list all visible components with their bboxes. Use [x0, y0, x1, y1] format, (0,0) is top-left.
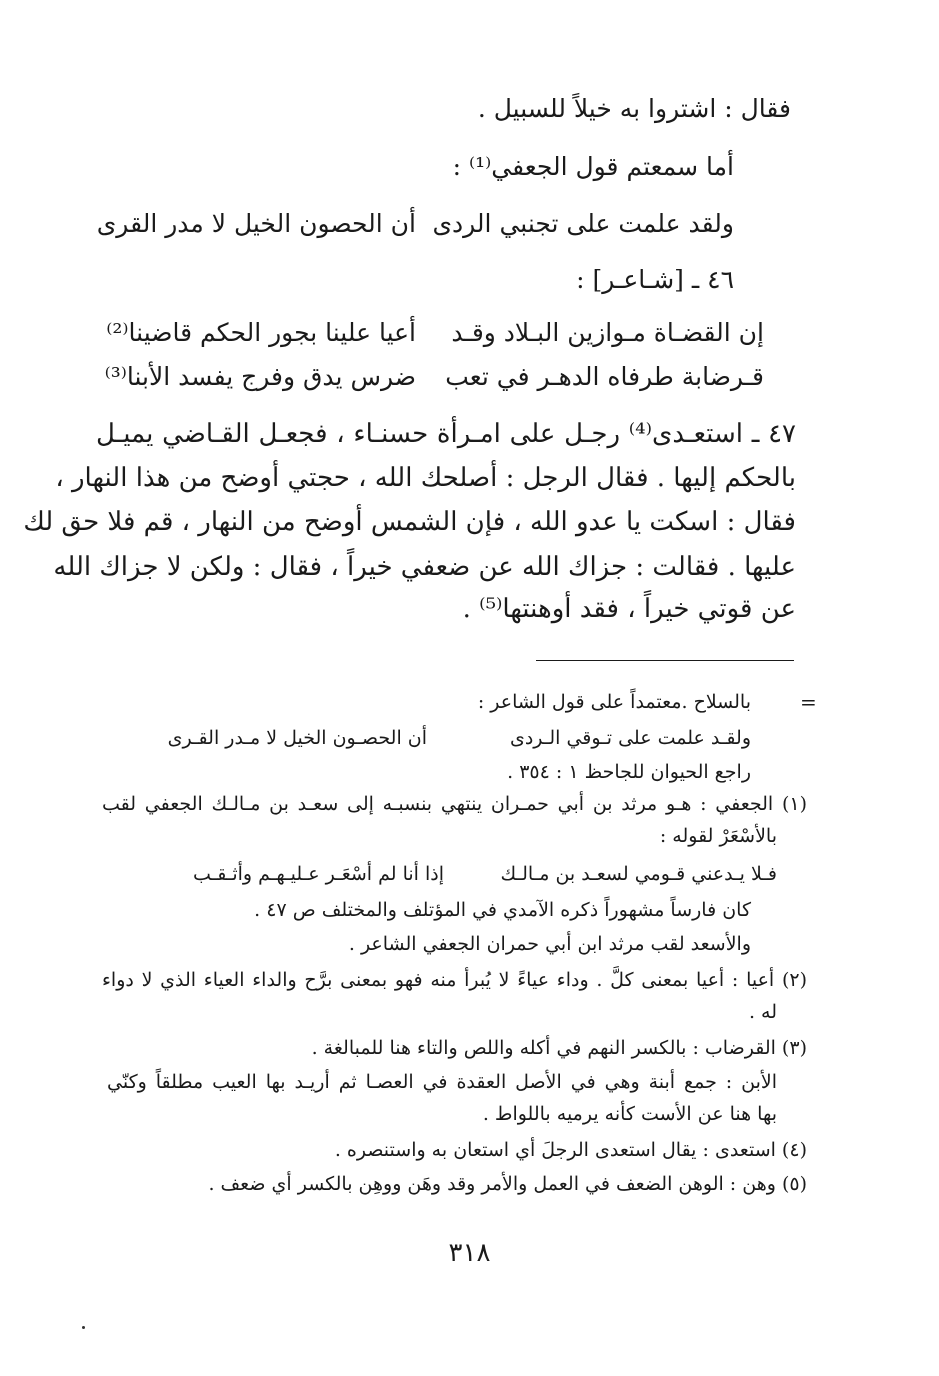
paragraph-47-line-3: فقال : اسكت يا عدو الله ، فإن الشمس أوضح من النهار ، قم فلا حق لك	[23, 507, 796, 537]
verse-1-first-hemistich: ولقد علمت على تجنبي الردى	[432, 209, 734, 238]
verse-1-second-hemistich: أن الحصون الخيل لا مدر القرى	[96, 209, 416, 238]
footnote-1-verse-second-hemistich: إذا أنا لم أسْعَـر عـليـهـم وأثـقـب	[192, 863, 444, 885]
scan-speck	[82, 1326, 85, 1329]
page-number: ٣١٨	[448, 1238, 491, 1268]
footnote-1-line-1: (١) الجعفي : هـو مرثد بن أبي حمـران ينتهي بنسبـه إلى سعـد بن مـالـك الجعفي لقب	[102, 793, 807, 815]
footnote-reference-line: راجع الحيوان للجاحظ ١ : ٣٥٤ .	[507, 761, 751, 783]
footnote-verse-second-hemistich: أن الحصـون الخيل لا مـدر القـرى	[167, 727, 427, 749]
footnote-5: (٥) وهن : الوهن الضعف في العمل والأمر وقد وهَن ووهِن بالكسر أي ضعف .	[208, 1173, 807, 1195]
footnote-continuation-line: بالسلاح .معتمداً على قول الشاعر :	[477, 691, 751, 713]
footnote-2-line-2: له .	[748, 1001, 777, 1023]
footnote-verse-first-hemistich: ولقـد علمت على تـوقي الـردى	[509, 727, 751, 749]
footnote-separator	[536, 660, 794, 661]
paragraph-47-line-1: ٤٧ ـ استعـدى⁽⁴⁾ رجـل على امـرأة حسنـاء ، فجعـل القـاضي يميـل	[96, 419, 797, 449]
text-line-1: فقال : اشتروا به خيلاً للسبيل .	[477, 94, 791, 123]
footnote-4: (٤) استعدى : يقال استعدى الرجلَ أي استعان به واستنصره .	[334, 1139, 807, 1161]
footnote-3-line-2: الأبن : جمع أبنة وهي في الأصل العقدة في العصـا ثم أريـد بها العيب مطلقاً وكنّي	[107, 1071, 777, 1093]
text-line-2: أما سمعتم قول الجعفي⁽¹⁾ :	[452, 152, 734, 181]
paragraph-47-line-5: عن قوتي خيراً ، فقد أوهنتها⁽⁵⁾ .	[462, 594, 796, 624]
continuation-mark: =	[800, 690, 817, 714]
footnote-1-line-2: بالأسْعَرْ لقوله :	[659, 825, 777, 847]
verse-3-first-hemistich: قـرضابة طرفاه الدهـر في تعب	[445, 362, 764, 391]
paragraph-47-line-4: عليها . فقالت : جزاك الله عن ضعفي خيراً ، فقال : ولكن لا جزاك الله	[53, 552, 796, 582]
footnote-1-line-3: كان فارساً مشهوراً ذكره الآمدي في المؤتلف والمختلف ص ٤٧ .	[254, 899, 751, 921]
verse-2-first-hemistich: إن القضـاة مـوازين البـلاد وقـد	[451, 318, 764, 347]
footnote-3-line-3: بها هنا عن الأست كأنه يرميه باللواط .	[482, 1103, 777, 1125]
section-heading-46: ٤٦ ـ [شـاعـر] :	[576, 265, 734, 294]
paragraph-47-line-2: بالحكم إليها . فقال الرجل : أصلحك الله ، حجتي أوضح من هذا النهار ،	[55, 463, 796, 493]
verse-2-second-hemistich: أعيا علينا بجور الحكم قاضينا⁽²⁾	[106, 318, 416, 347]
verse-3-second-hemistich: ضرس يدق وفرج يفسد الأبنا⁽³⁾	[104, 362, 416, 391]
footnote-3-line-1: (٣) القرضاب : بالكسر النهم في أكله واللص والتاء هنا للمبالغة .	[311, 1037, 807, 1059]
footnote-1-verse-first-hemistich: فـلا يـدعني قـومي لسعـد بن مـالـك	[500, 863, 777, 885]
footnote-2-line-1: (٢) أعيا : أعيا بمعنى كلَّ . وداء عياءً لا يُبرأ منه فهو بمعنى برَّح والداء العياء الذي لا دواء	[102, 969, 807, 991]
footnote-1-line-4: والأسعد لقب مرثد ابن أبي حمران الجعفي الشاعر .	[348, 933, 751, 955]
